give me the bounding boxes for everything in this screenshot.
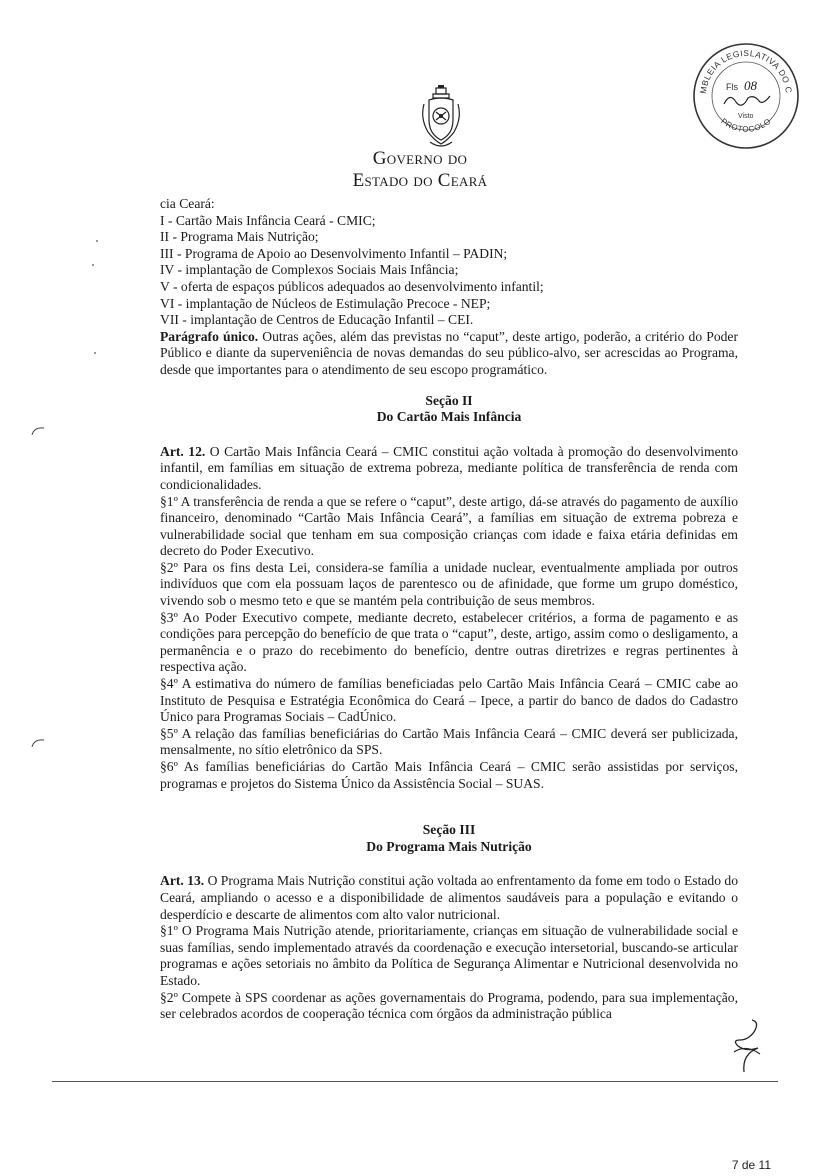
article-12-para-1: §1º A transferência de renda a que se refere o “caput”, deste artigo, dá-se através do pagamento de auxílio financeiro, denominado “Cartão Mais Infância Ceará”, a famílias em situação de extrema pobreza e vulnerabilidade social que tenham em sua composição crianças com idade e faixa etária definidas em decreto do Poder Executivo. xyxy=(160,493,738,559)
section-iii-subtitle: Do Programa Mais Nutrição xyxy=(366,838,532,854)
section-ii-subtitle: Do Cartão Mais Infância xyxy=(376,409,522,425)
list-item-i: I - Cartão Mais Infância Ceará - CMIC; xyxy=(160,212,376,228)
article-12 xyxy=(160,444,738,494)
article-13-label: Art. 13. xyxy=(160,873,205,889)
government-title-line1: Governo do xyxy=(372,148,468,169)
article-12-para-3: §3º Ao Poder Executivo compete, mediante decreto, estabelecer critérios, a forma de pagamento e as condições para percepção do benefício de que trata o “caput”, deste, artigo, assim como o desligamento, a permanência e o prazo do recebimento do benefício, dentre outras diretrizes e regras pertinentes à respectiva ação. xyxy=(160,609,738,675)
article-13-para-2: §2º Compete à SPS coordenar as ações governamentais do Programa, podendo, para sua implementação, ser celebrados acordos de cooperação técnica com órgãos da administração pública xyxy=(160,989,738,1022)
list-item-vii: VII - implantação de Centros de Educação Infantil – CEI. xyxy=(160,312,474,328)
document-body xyxy=(160,196,738,1023)
footer-divider xyxy=(52,1081,778,1082)
article-12-para-6: §6º As famílias beneficiárias do Cartão Mais Infância Ceará – CMIC serão assistidas por serviços, programas e projetos do Sistema Único da Assistência Social – SUAS. xyxy=(160,759,738,791)
government-title-line2: Estado do Ceará xyxy=(352,170,488,191)
stamp-protocolo-text: PROTOCOLO xyxy=(719,116,773,134)
intro-line: cia Ceará: xyxy=(160,196,215,211)
protocol-stamp xyxy=(690,40,802,152)
section-ii-title: Seção II xyxy=(425,392,473,408)
scan-speck xyxy=(96,240,98,242)
article-13 xyxy=(160,873,738,923)
article-12-para-4: §4º A estimativa do número de famílias beneficiadas pelo Cartão Mais Infância Ceará – CMIC cabe ao Instituto de Pesquisa e Estratégia Econômica do Ceará – Ipece, a partir do banco de dados do Cadastro Único para Programas Sociais – CadÚnico. xyxy=(160,676,738,725)
margin-punch-mark xyxy=(30,736,46,748)
paragrafo-unico-text: Outras ações, além das previstas no “caput”, deste artigo, poderão, a critério do Poder Público e diante da superveniência de novas demandas do seu público-alvo, ser acrescidas ao Programa, desde que importantes para o atendimento de seu escopo programático. xyxy=(160,328,738,377)
article-13-para-1: §1º O Programa Mais Nutrição atende, prioritariamente, crianças em situação de vulnerabilidade social e suas famílias, sendo implementado através da coordenação e execução intersetorial, buscando-se articular programas e ações setoriais no âmbito da Política de Segurança Alimentar e Nutricional desenvolvida no Estado. xyxy=(160,923,738,988)
stamp-signature xyxy=(724,96,770,105)
list-item-v: V - oferta de espaços públicos adequados ao desenvolvimento infantil; xyxy=(160,278,544,294)
stamp-visto-label: Visto xyxy=(738,113,754,120)
list-item-iv: IV - implantação de Complexos Sociais Mais Infância; xyxy=(160,262,459,278)
paragrafo-unico-label: Parágrafo único. xyxy=(160,328,259,344)
scan-speck xyxy=(94,352,96,354)
stamp-fls-value: 08 xyxy=(744,78,757,93)
article-12-para-5: §5º A relação das famílias beneficiárias do Cartão Mais Infância Ceará – CMIC deverá ser publicizada, mensalmente, no sítio eletrônico da SPS. xyxy=(160,725,738,758)
stamp-fls-label: Fls xyxy=(726,82,738,92)
margin-punch-mark xyxy=(30,424,46,436)
scan-speck xyxy=(92,264,94,266)
state-coat-of-arms-icon xyxy=(416,84,466,150)
list-item-ii: II - Programa Mais Nutrição; xyxy=(160,229,319,245)
article-12-para-2: §2º Para os fins desta Lei, considera-se família a unidade nuclear, eventualmente ampliada por outros indivíduos que com ela possuam laços de parentesco ou de afinidade, que forme um grupo doméstico, vivendo sob o mesmo teto e que se mantém pela contribuição de seus membros. xyxy=(160,559,738,609)
paragrafo-unico xyxy=(160,329,738,379)
section-iii-title: Seção III xyxy=(422,822,476,838)
list-item-vi: VI - implantação de Núcleos de Estimulação Precoce - NEP; xyxy=(160,295,491,311)
article-12-text: O Cartão Mais Infância Ceará – CMIC constitui ação voltada à promoção do desenvolvimento infantil, em famílias em situação de extrema pobreza, mediante política de transferência de renda com condicionalidades. xyxy=(160,443,738,492)
list-item-iii: III - Programa de Apoio ao Desenvolvimento Infantil – PADIN; xyxy=(160,245,508,261)
article-13-text: O Programa Mais Nutrição constitui ação voltada ao enfrentamento da fome em todo o Estado do Ceará, ampliando o acesso e a disponibilidade de alimentos saudáveis para a população e evitando o desperdício e descarte de alimentos com alto valor nutricional. xyxy=(160,873,738,922)
page-number: 7 de 11 xyxy=(731,1158,771,1172)
article-12-label: Art. 12. xyxy=(160,443,206,459)
handwritten-initials xyxy=(728,1018,764,1074)
stamp-assembly-text: MBLEIA LEGISLATIVA DO C xyxy=(697,47,794,95)
